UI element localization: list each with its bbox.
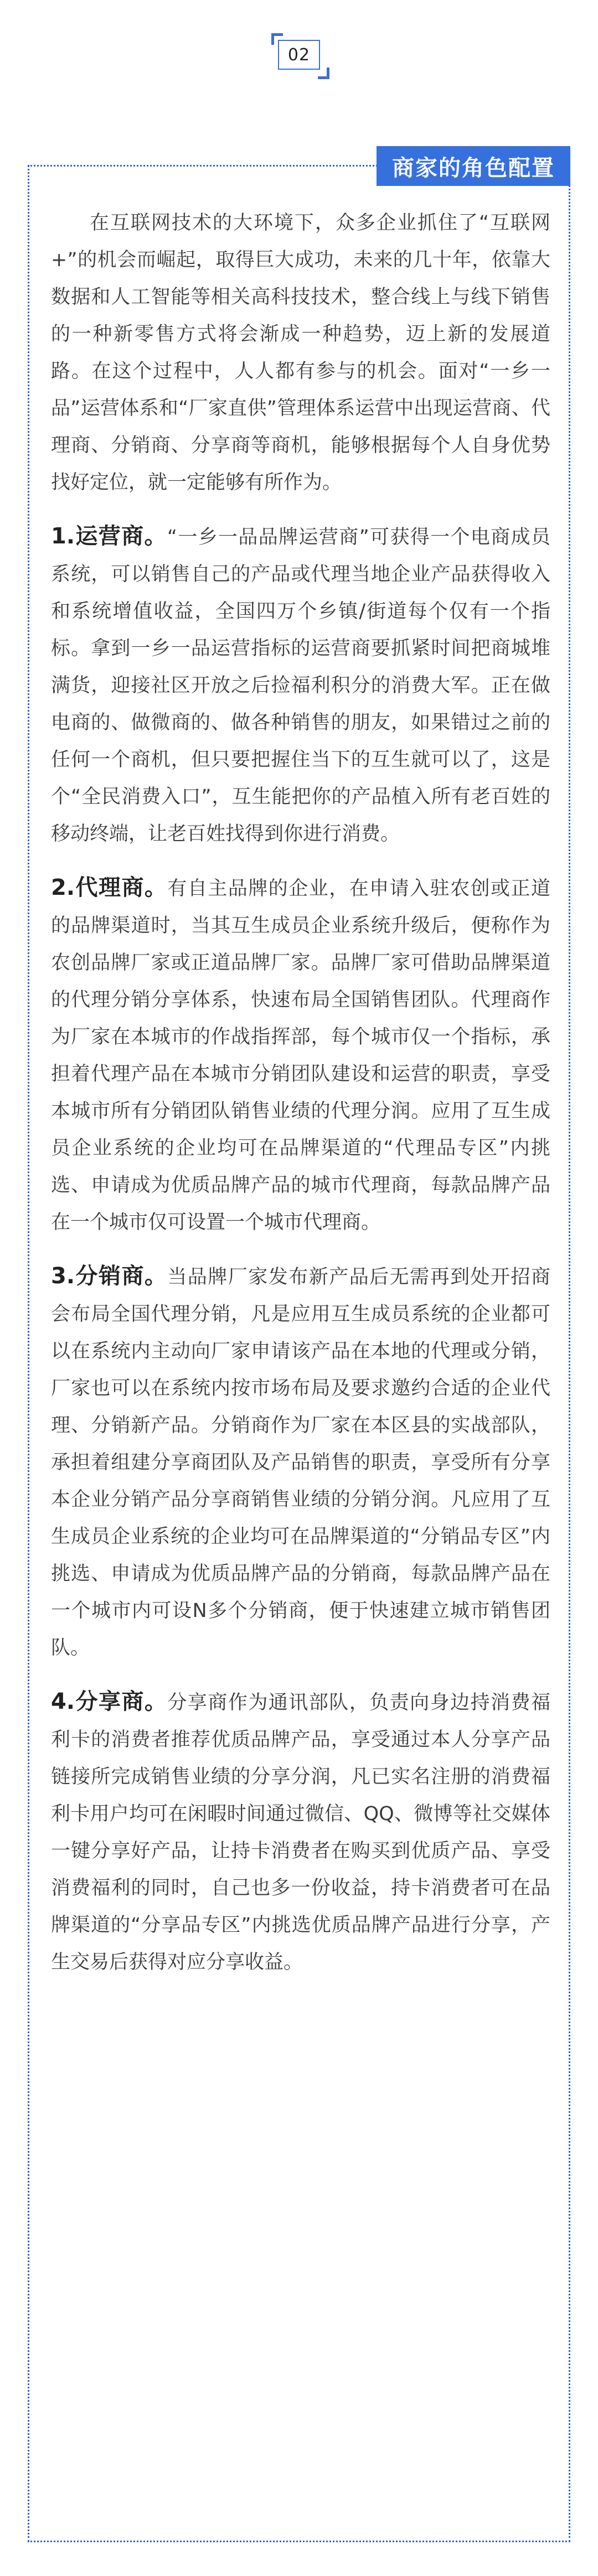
badge-corner-bottom-right <box>318 68 329 79</box>
section-title: 商家的角色配置 <box>377 146 570 186</box>
section-heading: 3.分销商。 <box>51 1263 168 1289</box>
section-number: 02 <box>278 40 320 70</box>
section-sharer <box>51 1683 550 1981</box>
section-operator <box>51 518 550 853</box>
section-distributor <box>51 1258 550 1667</box>
section-body: 分享商作为通讯部队，负责向身边持消费福利卡的消费者推荐优质品牌产品，享受通过本人分享产品链接所完成销售业绩的分享分润，凡已实名注册的消费福利卡用户均可在闲暇时间通过微信、QQ、微博等社交媒体一键分享好产品，让持卡消费者在购买到优质产品、享受消费福利的同时，自己也多一份收益，持卡消费者可在品牌渠道的“分享品专区”内挑选优质品牌产品进行分享，产生交易后获得对应分享收益。 <box>51 1692 550 1973</box>
section-body: “一乡一品品牌运营商”可获得一个电商成员系统，可以销售自己的产品或代理当地企业产品获得收入和系统增值收益，全国四万个乡镇/街道每个仅有一个指标。拿到一乡一品运营指标的运营商要抓紧时间把商城堆满货，迎接社区开放之后捡福利积分的消费大军。正在做电商的、做微商的、做各种销售的朋友，如果错过之前的任何一个商机，但只要把握住当下的互生就可以了，这是个“全民消费入口”，互生能把你的产品植入所有老百姓的移动终端，让老百姓找得到你进行消费。 <box>51 526 550 845</box>
section-heading: 1.运营商。 <box>51 524 167 549</box>
section-number-badge <box>0 33 598 77</box>
article-body <box>51 205 550 1998</box>
section-agent <box>51 869 550 1241</box>
section-heading: 4.分享商。 <box>51 1689 168 1714</box>
section-body: 有自主品牌的企业，在申请入驻农创或正道的品牌渠道时，当其互生成员企业系统升级后，便称作为农创品牌厂家或正道品牌厂家。品牌厂家可借助品牌渠道的代理分销分享体系，快速布局全国销售团队。代理商作为厂家在本城市的作战指挥部，每个城市仅一个指标，承担着代理产品在本城市分销团队建设和运营的职责，享受本城市所有分销团队销售业绩的代理分润。应用了互生成员企业系统的企业均可在品牌渠道的“代理品专区”内挑选、申请成为优质品牌产品的城市代理商，每款品牌产品在一个城市仅可设置一个城市代理商。 <box>51 878 550 1233</box>
intro-paragraph: 在互联网技术的大环境下，众多企业抓住了“互联网+”的机会而崛起，取得巨大成功，未来的几十年，依靠大数据和人工智能等相关高科技技术，整合线上与线下销售的一种新零售方式将会渐成一种趋势，迈上新的发展道路。在这个过程中，人人都有参与的机会。面对“一乡一品”运营体系和“厂家直供”管理体系运营中出现运营商、代理商、分销商、分享商等商机，能够根据每个人自身优势找好定位，就一定能够有所作为。 <box>51 212 550 494</box>
section-heading: 2.代理商。 <box>51 875 168 900</box>
section-body: 当品牌厂家发布新产品后无需再到处开招商会布局全国代理分销，凡是应用互生成员系统的企业都可以在系统内主动向厂家申请该产品在本地的代理或分销，厂家也可以在系统内按市场布局及要求邀约合适的企业代理、分销新产品。分销商作为厂家在本区县的实战部队，承担着组建分享商团队及产品销售的职责，享受所有分享本企业分销产品分享商销售业绩的分销分润。凡应用了互生成员企业系统的企业均可在品牌渠道的“分销品专区”内挑选、申请成为优质品牌产品的分销商，每款品牌产品在一个城市内可设N多个分销商，便于快速建立城市销售团队。 <box>51 1266 550 1659</box>
